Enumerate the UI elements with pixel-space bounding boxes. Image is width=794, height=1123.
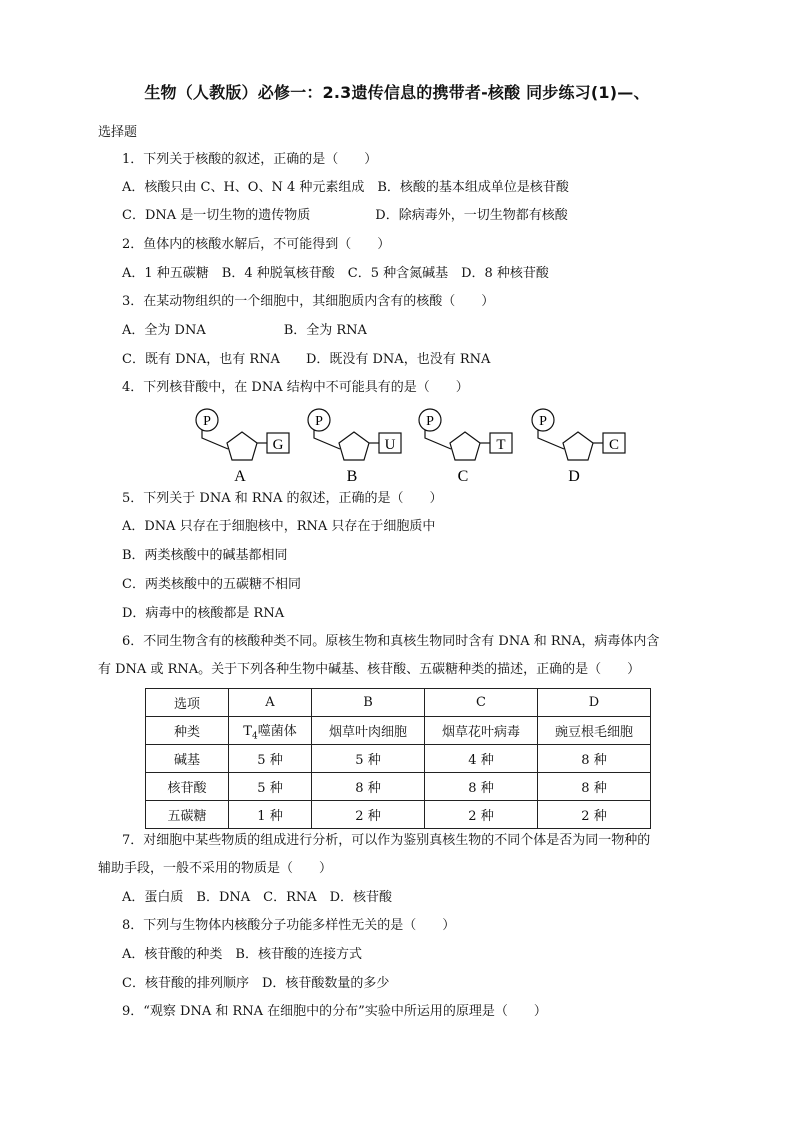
- question-6: 6．不同生物含有的核酸种类不同。原核生物和真核生物同时含有 DNA 和 RNA，病毒体内含: [122, 634, 660, 649]
- option-label: C: [457, 468, 469, 484]
- question-5: 5．下列关于 DNA 和 RNA 的叙述，正确的是（ ）: [122, 491, 443, 506]
- nucleotide-d: [532, 409, 625, 484]
- table-cell: 豌豆根毛细胞: [538, 717, 651, 745]
- table-header-cell: D: [538, 689, 651, 717]
- table-cell: 碱基: [146, 745, 229, 773]
- q1-options-row-2: C．DNA 是一切生物的遗传物质 D．除病毒外，一切生物都有核酸: [122, 208, 568, 223]
- question-3: 3．在某动物组织的一个细胞中，其细胞质内含有的核酸（ ）: [122, 294, 495, 309]
- table-cell: 4 种: [425, 745, 538, 773]
- section-heading: 选择题: [98, 125, 138, 140]
- table-header-cell: B: [312, 689, 425, 717]
- table-header-row: [146, 689, 651, 717]
- table-cell: 2 种: [538, 801, 651, 829]
- table-cell: 种类: [146, 717, 229, 745]
- q2-options-row-1: A．1 种五碳糖 B．4 种脱氧核苷酸 C．5 种含氮碱基 D．8 种核苷酸: [122, 266, 549, 281]
- table-cell: 五碳糖: [146, 801, 229, 829]
- q3-options-row-1: A．全为 DNA B．全为 RNA: [122, 323, 367, 338]
- option-label: D: [568, 468, 580, 484]
- q8-options-row-1: A．核苷酸的种类 B．核苷酸的连接方式: [122, 947, 362, 962]
- q5-option-a: A．DNA 只存在于细胞核中，RNA 只存在于细胞质中: [122, 519, 436, 534]
- option-label: A: [234, 468, 246, 484]
- comparison-table: [145, 688, 651, 829]
- table-cell: 5 种: [312, 745, 425, 773]
- base-label: T: [496, 437, 506, 453]
- table-header-cell: A: [229, 689, 312, 717]
- table-cell: 2 种: [312, 801, 425, 829]
- q3-options-row-2: C．既有 DNA，也有 RNA D．既没有 DNA，也没有 RNA: [122, 352, 491, 367]
- table-header-cell: C: [425, 689, 538, 717]
- base-label: C: [608, 437, 620, 453]
- phosphate-label: P: [539, 414, 547, 429]
- nucleotide-c: [419, 409, 512, 484]
- table-cell: 烟草花叶病毒: [425, 717, 538, 745]
- table-cell: 8 种: [425, 773, 538, 801]
- table-cell: 8 种: [538, 745, 651, 773]
- page-title: 生物（人教版）必修一：2.3遗传信息的携带者-核酸 同步练习(1)—、: [144, 83, 650, 102]
- table-cell: 2 种: [425, 801, 538, 829]
- phosphate-label: P: [315, 414, 323, 429]
- question-7-continued: 辅助手段，一般不采用的物质是（ ）: [98, 861, 333, 876]
- question-6-continued: 有 DNA 或 RNA。关于下列各种生物中碱基、核苷酸、五碳糖种类的描述，正确的是（ ）: [98, 662, 641, 677]
- phosphate-label: P: [426, 414, 434, 429]
- q5-option-d: D．病毒中的核酸都是 RNA: [122, 606, 285, 621]
- table-header-cell: 选项: [146, 689, 229, 717]
- q5-option-c: C．两类核酸中的五碳糖不相同: [122, 577, 301, 592]
- pentose-ring: [450, 432, 480, 460]
- table-row: [146, 745, 651, 773]
- table-cell: 烟草叶肉细胞: [312, 717, 425, 745]
- table-cell: 5 种: [229, 773, 312, 801]
- base-label: U: [384, 437, 396, 453]
- table-row: [146, 801, 651, 829]
- nucleotide-diagram: [180, 404, 640, 484]
- question-1: 1．下列关于核酸的叙述，正确的是（ ）: [122, 152, 378, 167]
- option-label: B: [346, 468, 358, 484]
- table-cell: $T_4$噬菌体: [229, 717, 312, 745]
- table-cell: 5 种: [229, 745, 312, 773]
- nucleotide-b: [308, 409, 401, 484]
- table-cell: 8 种: [312, 773, 425, 801]
- table-row: [146, 717, 651, 745]
- pentose-ring: [339, 432, 369, 460]
- table-cell: 1 种: [229, 801, 312, 829]
- table-cell: 核苷酸: [146, 773, 229, 801]
- question-9: 9．“观察 DNA 和 RNA 在细胞中的分布”实验中所运用的原理是（ ）: [122, 1004, 547, 1019]
- table-cell: 8 种: [538, 773, 651, 801]
- pentose-ring: [227, 432, 257, 460]
- nucleotide-a: [196, 409, 289, 484]
- question-7: 7．对细胞中某些物质的组成进行分析，可以作为鉴别真核生物的不同个体是否为同一物种的: [122, 833, 651, 848]
- q5-option-b: B．两类核酸中的碱基都相同: [122, 548, 288, 563]
- question-4: 4．下列核苷酸中，在 DNA 结构中不可能具有的是（ ）: [122, 380, 469, 395]
- q1-options-row-1: A．核酸只由 C、H、O、N 4 种元素组成 B．核酸的基本组成单位是核苷酸: [122, 180, 569, 195]
- q7-options-row-1: A．蛋白质 B．DNA C．RNA D．核苷酸: [122, 890, 393, 905]
- q8-options-row-2: C．核苷酸的排列顺序 D．核苷酸数量的多少: [122, 976, 390, 991]
- question-2: 2．鱼体内的核酸水解后，不可能得到（ ）: [122, 237, 391, 252]
- phosphate-label: P: [203, 414, 211, 429]
- base-label: G: [272, 437, 284, 453]
- table-row: [146, 773, 651, 801]
- pentose-ring: [563, 432, 593, 460]
- question-8: 8．下列与生物体内核酸分子功能多样性无关的是（ ）: [122, 918, 456, 933]
